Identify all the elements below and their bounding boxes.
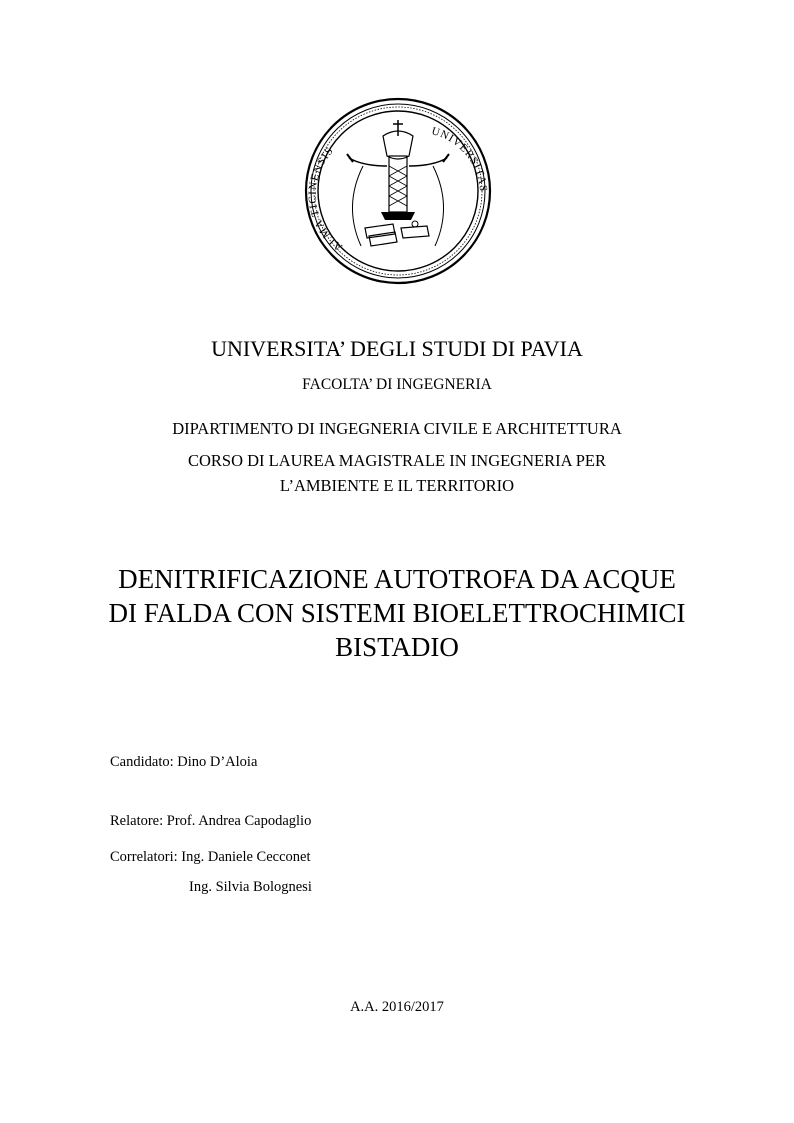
thesis-title (0, 562, 794, 664)
thesis-title-line-3: BISTADIO (335, 632, 459, 662)
supervisor-line: Relatore: Prof. Andrea Capodaglio (110, 813, 312, 829)
university-name: UNIVERSITA’ DEGLI STUDI DI PAVIA (211, 336, 583, 361)
course-name-line-2: L’AMBIENTE E IL TERRITORIO (279, 476, 515, 495)
thesis-title-line-1: DENITRIFICAZIONE AUTOTROFA DA ACQUE (118, 564, 676, 594)
svg-text:ALMA TICINENSIS (307, 145, 345, 254)
candidate-line: Candidato: Dino D’Aloia (110, 754, 258, 770)
seal-ring-text-right: UNIVERSITAS (430, 125, 490, 193)
co-supervisors-line-2: Ing. Silvia Bolognesi (189, 879, 312, 895)
seal-ring-text-left: ALMA TICINENSIS (306, 144, 345, 254)
svg-text:UNIVERSITAS (430, 125, 489, 193)
faculty-name: FACOLTA’ DI INGEGNERIA (302, 376, 492, 393)
department-name: DIPARTIMENTO DI INGEGNERIA CIVILE E ARCHITETTURA (172, 419, 622, 438)
academic-year: A.A. 2016/2017 (350, 999, 444, 1015)
university-seal-logo (303, 96, 493, 286)
course-name-line-1: CORSO DI LAUREA MAGISTRALE IN INGEGNERIA PER (187, 451, 606, 470)
thesis-title-line-2: DI FALDA CON SISTEMI BIOELETTROCHIMICI (108, 598, 686, 628)
co-supervisors-line-1: Correlatori: Ing. Daniele Cecconet (110, 849, 311, 865)
